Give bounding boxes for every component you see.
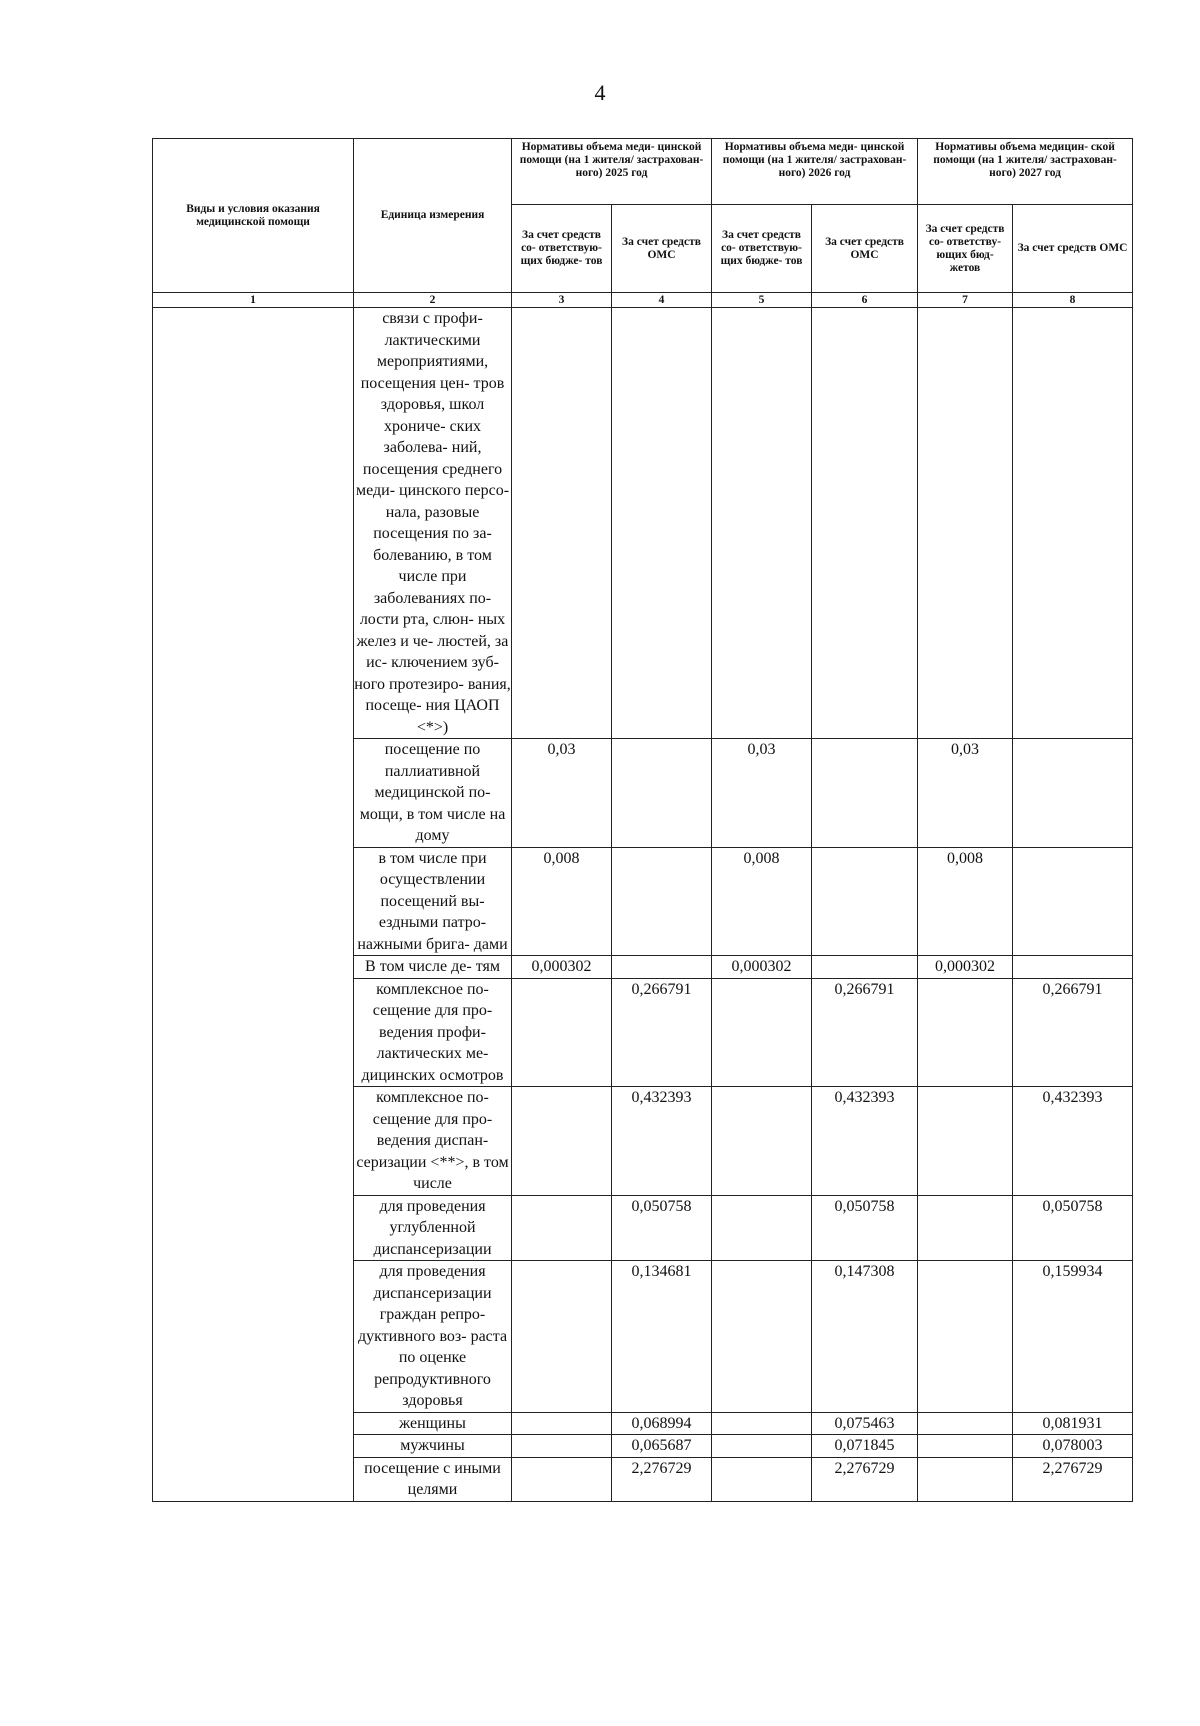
value-cell: 0,008 [712, 847, 812, 956]
unit-cell: комплексное по- сещение для про- ведения профи- лактических ме- дицинских осмотров [354, 978, 512, 1087]
value-cell: 0,134681 [612, 1261, 712, 1413]
unit-cell: женщины [354, 1412, 512, 1435]
value-cell: 2,276729 [812, 1457, 918, 1501]
value-cell [812, 956, 918, 979]
value-cell: 0,266791 [812, 978, 918, 1087]
column-number: 8 [1013, 293, 1133, 308]
unit-cell: посещение с иными целями [354, 1457, 512, 1501]
value-cell [1013, 956, 1133, 979]
header-sub-oms-2025: За счет средств ОМС [612, 205, 712, 293]
value-cell: 0,159934 [1013, 1261, 1133, 1413]
value-cell [712, 1261, 812, 1413]
value-cell [918, 1457, 1013, 1501]
value-cell [812, 308, 918, 739]
value-cell [812, 847, 918, 956]
value-cell [918, 308, 1013, 739]
value-cell [512, 1457, 612, 1501]
value-cell: 0,081931 [1013, 1412, 1133, 1435]
value-cell [512, 1412, 612, 1435]
table-row [153, 308, 1133, 739]
column-number: 2 [354, 293, 512, 308]
value-cell: 0,266791 [612, 978, 712, 1087]
value-cell: 0,03 [918, 739, 1013, 848]
value-cell [712, 1195, 812, 1261]
value-cell [512, 308, 612, 739]
value-cell [612, 739, 712, 848]
header-sub-oms-2027: За счет средств ОМС [1013, 205, 1133, 293]
value-cell: 2,276729 [1013, 1457, 1133, 1501]
value-cell: 0,432393 [612, 1087, 712, 1196]
header-group-2027: Нормативы объема медицин- ской помощи (на 1 жителя/ застрахован- ного) 2027 год [918, 139, 1133, 205]
header-unit: Единица измерения [354, 139, 512, 293]
unit-cell: В том числе де- тям [354, 956, 512, 979]
value-cell [512, 978, 612, 1087]
column-number: 1 [153, 293, 354, 308]
value-cell: 0,000302 [512, 956, 612, 979]
value-cell: 0,008 [512, 847, 612, 956]
value-cell [712, 978, 812, 1087]
value-cell [512, 1435, 612, 1458]
header-group-2025: Нормативы объема меди- цинской помощи (на 1 жителя/ застрахован- ного) 2025 год [512, 139, 712, 205]
value-cell [512, 1195, 612, 1261]
header-sub-budget-2026: За счет средств со- ответствую- щих бюдже- тов [712, 205, 812, 293]
value-cell [918, 1087, 1013, 1196]
value-cell [612, 956, 712, 979]
value-cell: 0,03 [712, 739, 812, 848]
column-number: 4 [612, 293, 712, 308]
value-cell [712, 1087, 812, 1196]
value-cell [512, 1087, 612, 1196]
value-cell [1013, 847, 1133, 956]
header-sub-oms-2026: За счет средств ОМС [812, 205, 918, 293]
value-cell [712, 1435, 812, 1458]
unit-cell: посещение по паллиативной медицинской по- мощи, в том числе на дому [354, 739, 512, 848]
norms-table [152, 138, 1133, 1502]
value-cell [612, 847, 712, 956]
value-cell [1013, 308, 1133, 739]
unit-cell: для проведения углубленной диспансеризации [354, 1195, 512, 1261]
value-cell [1013, 739, 1133, 848]
value-cell: 0,065687 [612, 1435, 712, 1458]
column-number: 7 [918, 293, 1013, 308]
value-cell: 0,432393 [1013, 1087, 1133, 1196]
value-cell [612, 308, 712, 739]
column-number: 3 [512, 293, 612, 308]
value-cell [918, 1435, 1013, 1458]
value-cell: 2,276729 [612, 1457, 712, 1501]
header-sub-budget-2025: За счет средств со- ответствую- щих бюдже- тов [512, 205, 612, 293]
care-type-cell [153, 308, 354, 1502]
value-cell: 0,050758 [1013, 1195, 1133, 1261]
page-number: 4 [594, 80, 606, 105]
value-cell [918, 1412, 1013, 1435]
value-cell [712, 308, 812, 739]
value-cell: 0,03 [512, 739, 612, 848]
value-cell: 0,078003 [1013, 1435, 1133, 1458]
value-cell [512, 1261, 612, 1413]
value-cell: 0,266791 [1013, 978, 1133, 1087]
column-number-row [153, 293, 1133, 308]
value-cell [712, 1412, 812, 1435]
value-cell: 0,432393 [812, 1087, 918, 1196]
value-cell: 0,000302 [918, 956, 1013, 979]
header-sub-budget-2027: За счет средств со- ответству- ющих бюд- жетов [918, 205, 1013, 293]
value-cell [918, 1195, 1013, 1261]
value-cell: 0,075463 [812, 1412, 918, 1435]
column-number: 5 [712, 293, 812, 308]
header-care-type: Виды и условия оказания медицинской помощи [153, 139, 354, 293]
header-group-2026: Нормативы объема меди- цинской помощи (на 1 жителя/ застрахован- ного) 2026 год [712, 139, 918, 205]
value-cell [918, 978, 1013, 1087]
value-cell: 0,071845 [812, 1435, 918, 1458]
value-cell [918, 1261, 1013, 1413]
unit-cell: комплексное по- сещение для про- ведения диспан- серизации <**>, в том числе [354, 1087, 512, 1196]
value-cell [812, 739, 918, 848]
value-cell: 0,147308 [812, 1261, 918, 1413]
unit-cell: связи с профи- лактическими мероприятиями, посещения цен- тров здоровья, школ хрониче- ских заболева- ний, посещения среднего меди- цинского персо- нала, разовые посещения по за- болеванию, в том числе при заболеваниях по- лости рта, слюн- ных желез и че- люстей, за ис- ключением зуб- ного протезиро- вания, посеще- ния ЦАОП <*>) [354, 308, 512, 739]
value-cell: 0,068994 [612, 1412, 712, 1435]
value-cell [712, 1457, 812, 1501]
unit-cell: в том числе при осуществлении посещений вы- ездными патро- нажными брига- дами [354, 847, 512, 956]
value-cell: 0,008 [918, 847, 1013, 956]
value-cell: 0,050758 [812, 1195, 918, 1261]
value-cell: 0,000302 [712, 956, 812, 979]
column-number: 6 [812, 293, 918, 308]
unit-cell: мужчины [354, 1435, 512, 1458]
value-cell: 0,050758 [612, 1195, 712, 1261]
unit-cell: для проведения диспансеризации граждан репро- дуктивного воз- раста по оценке репродуктивного здоровья [354, 1261, 512, 1413]
